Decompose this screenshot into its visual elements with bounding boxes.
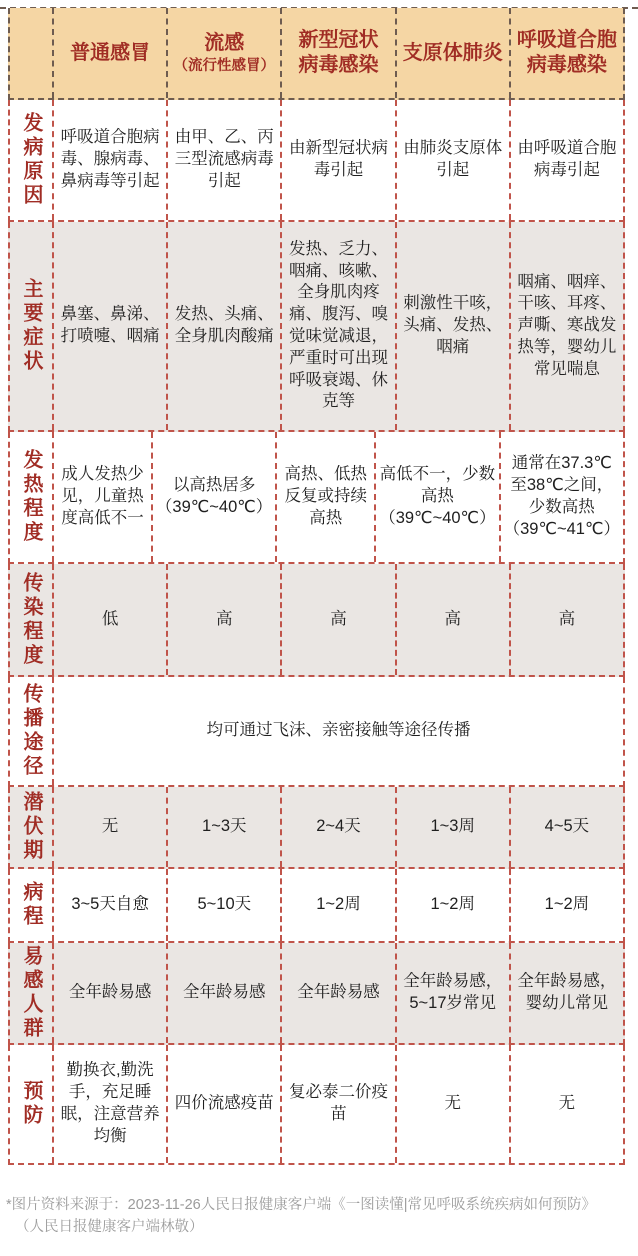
table-cell: 高热、低热反复或持续高热 — [277, 432, 376, 562]
corner-cell — [10, 8, 54, 98]
col-header-mycoplasma-title: 支原体肺炎 — [402, 41, 503, 64]
table-cell: 以高热居多（39℃~40℃） — [153, 432, 277, 562]
table-cell: 全年龄易感 — [54, 943, 168, 1043]
table-cell: 由甲、乙、丙三型流感病毒引起 — [168, 100, 282, 220]
col-header-rsv — [511, 8, 623, 98]
table-cell: 发热、乏力、咽痛、咳嗽、全身肌肉疼痛、腹泻、嗅觉味觉减退，严重时可出现呼吸衰竭、休克等 — [282, 222, 396, 430]
col-header-mycoplasma-pneumonia — [397, 8, 511, 98]
row-transmission-route — [8, 677, 625, 787]
row-label-transmission-route: 传播途径 — [10, 677, 54, 785]
col-header-common-cold — [54, 8, 168, 98]
table-cell: 全年龄易感 — [168, 943, 282, 1043]
table-cell: 全年龄易感 — [282, 943, 396, 1043]
table-cell: 1~3天 — [168, 787, 282, 867]
table-cell: 刺激性干咳，头痛、发热、咽痛 — [397, 222, 511, 430]
table-cell-merged: 均可通过飞沫、亲密接触等途径传播 — [206, 721, 471, 740]
row-label-contagiousness: 传染程度 — [10, 564, 54, 675]
row-cause — [8, 100, 625, 222]
table-cell: 无 — [54, 787, 168, 867]
table-cell: 1~2周 — [397, 869, 511, 941]
header-row — [8, 8, 625, 100]
col-header-covid — [282, 8, 396, 98]
table-cell: 4~5天 — [544, 817, 590, 836]
table-cell: 鼻塞、鼻涕、打喷嚏、咽痛 — [54, 222, 168, 430]
col-header-influenza — [168, 8, 282, 98]
table-cell: 无 — [397, 1045, 511, 1163]
table-cell: 由新型冠状病毒引起 — [282, 100, 396, 220]
table-cell: 1~3周 — [397, 787, 511, 867]
row-label-incubation-period: 潜伏期 — [10, 787, 54, 867]
table-cell: 成人发热少见，儿童热度高低不一 — [54, 432, 153, 562]
table-cell: 由呼吸道合胞病毒引起 — [517, 139, 617, 179]
row-susceptible-population — [8, 943, 625, 1045]
table-cell: 低 — [54, 564, 168, 675]
row-label-cause: 发病原因 — [10, 100, 54, 220]
table-cell: 1~2周 — [282, 869, 396, 941]
table-cell: 全年龄易感，婴幼儿常见 — [517, 972, 617, 1012]
table-cell: 1~2周 — [544, 895, 590, 914]
table-cell: 高 — [397, 564, 511, 675]
table-cell: 咽痛、咽痒、干咳、耳疼、声嘶、寒战发热等，婴幼儿常见喘息 — [517, 272, 617, 378]
row-label-disease-course: 病程 — [10, 869, 54, 941]
table-cell: 呼吸道合胞病毒、腺病毒、鼻病毒等引起 — [54, 100, 168, 220]
disease-comparison-table — [8, 8, 625, 1165]
table-cell: 高低不一，少数高热（39℃~40℃） — [376, 432, 500, 562]
table-cell: 四价流感疫苗 — [168, 1045, 282, 1163]
col-header-influenza-title: 流感 — [204, 31, 245, 54]
table-cell: 通常在37.3℃至38℃之间，少数高热（39℃~41℃） — [503, 454, 620, 538]
table-cell: 2~4天 — [282, 787, 396, 867]
table-cell: 复必泰二价疫苗 — [282, 1045, 396, 1163]
table-cell: 勤换衣,勤洗手，充足睡眠，注意营养均衡 — [54, 1045, 168, 1163]
row-prevention — [8, 1045, 625, 1165]
table-cell: 发热、头痛、全身肌肉酸痛 — [168, 222, 282, 430]
table-cell: 无 — [558, 1094, 576, 1113]
table-cell: 高 — [558, 609, 576, 628]
row-label-susceptible-population: 易感人群 — [10, 943, 54, 1043]
row-label-fever-degree: 发热程度 — [10, 432, 54, 562]
row-symptoms — [8, 222, 625, 432]
source-attribution-line2: （人民日报健康客户端林敬） — [15, 1219, 204, 1236]
row-disease-course — [8, 869, 625, 943]
source-attribution-line1: *图片资料来源于：2023-11-26人民日报健康客户端《一图读懂|常见呼吸系统疾病如何预防》 — [6, 1197, 597, 1213]
col-header-common-cold-title: 普通感冒 — [70, 41, 151, 64]
col-header-rsv-title: 呼吸道合胞病毒感染 — [516, 29, 617, 76]
row-label-prevention: 预防 — [10, 1045, 54, 1163]
table-cell: 高 — [282, 564, 396, 675]
table-cell: 由肺炎支原体引起 — [397, 100, 511, 220]
table-cell: 高 — [168, 564, 282, 675]
col-header-covid-title: 新型冠状病毒感染 — [298, 29, 379, 76]
row-contagiousness — [8, 564, 625, 677]
row-label-symptoms: 主要症状 — [10, 222, 54, 430]
col-header-influenza-subtitle: （流行性感冒） — [173, 57, 276, 74]
table-cell: 3~5天自愈 — [54, 869, 168, 941]
source-attribution — [6, 1194, 636, 1239]
row-incubation-period — [8, 787, 625, 869]
table-cell: 5~10天 — [168, 869, 282, 941]
table-cell: 全年龄易感，5~17岁常见 — [397, 943, 511, 1043]
row-fever-degree — [8, 432, 625, 564]
